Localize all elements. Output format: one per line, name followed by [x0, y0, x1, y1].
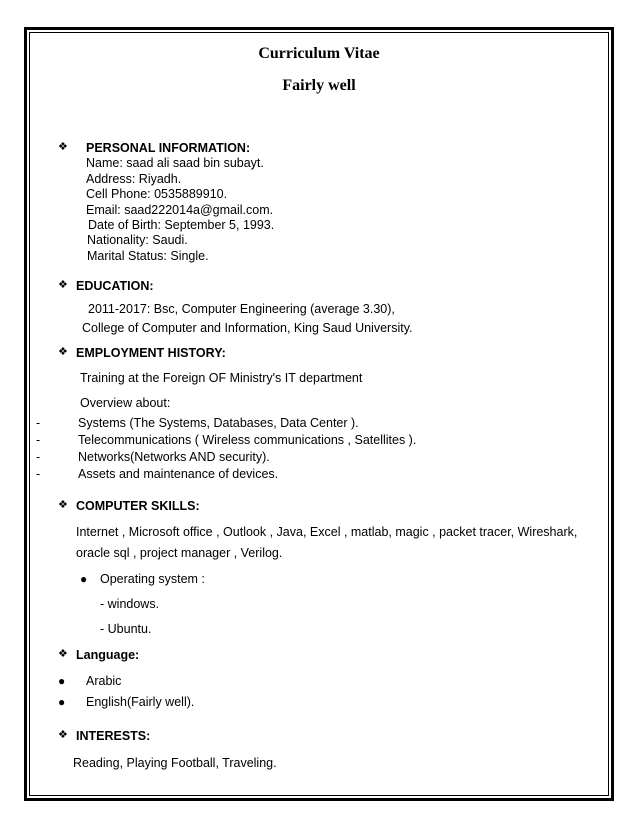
dash-marker: - [36, 450, 41, 464]
interests-heading: INTERESTS: [76, 729, 151, 743]
education-college: College of Computer and Information, King Saud University. [82, 321, 413, 335]
round-bullet-icon: ● [58, 695, 66, 709]
interests-text: Reading, Playing Football, Traveling. [73, 756, 277, 770]
language-item: English(Fairly well). [86, 695, 195, 709]
employment-item: Assets and maintenance of devices. [78, 467, 279, 481]
language-item: Arabic [86, 674, 122, 688]
diamond-bullet-icon: ❖ [58, 279, 68, 291]
personal-dob: Date of Birth: September 5, 1993. [88, 218, 275, 232]
round-bullet-icon: ● [80, 572, 88, 586]
employment-heading: EMPLOYMENT HISTORY: [76, 346, 226, 360]
cv-title: Curriculum Vitae [258, 45, 380, 62]
os-item: - Ubuntu. [100, 622, 152, 636]
diamond-bullet-icon: ❖ [58, 499, 68, 511]
skills-heading: COMPUTER SKILLS: [76, 499, 200, 513]
dash-marker: - [36, 467, 41, 481]
os-item: - windows. [100, 597, 160, 611]
diamond-bullet-icon: ❖ [58, 648, 68, 660]
employment-item: Networks(Networks AND security). [78, 450, 270, 464]
personal-nationality: Nationality: Saudi. [87, 233, 188, 247]
personal-name: Name: saad ali saad bin subayt. [86, 156, 264, 170]
employment-item: Systems (The Systems, Databases, Data Center ). [78, 416, 359, 430]
cv-subtitle: Fairly well [282, 77, 356, 94]
round-bullet-icon: ● [58, 674, 66, 688]
diamond-bullet-icon: ❖ [58, 346, 68, 358]
dash-marker: - [36, 433, 41, 447]
personal-address: Address: Riyadh. [86, 172, 182, 186]
language-heading: Language: [76, 648, 140, 662]
personal-heading: PERSONAL INFORMATION: [86, 141, 251, 155]
personal-phone: Cell Phone: 0535889910. [86, 187, 228, 201]
os-label: Operating system : [100, 572, 205, 586]
personal-marital: Marital Status: Single. [87, 249, 209, 263]
employment-training: Training at the Foreign OF Ministry's IT department [80, 371, 363, 385]
skills-line: oracle sql , project manager , Verilog. [76, 546, 283, 560]
diamond-bullet-icon: ❖ [58, 729, 68, 741]
employment-overview: Overview about: [80, 396, 171, 410]
employment-item: Telecommunications ( Wireless communications , Satellites ). [78, 433, 417, 447]
education-degree: 2011-2017: Bsc, Computer Engineering (average 3.30), [88, 302, 395, 316]
personal-email: Email: saad222014a@gmail.com. [86, 203, 274, 217]
education-heading: EDUCATION: [76, 279, 154, 293]
skills-line: Internet , Microsoft office , Outlook , Java, Excel , matlab, magic , packet tracer, Wireshark, [76, 525, 578, 539]
dash-marker: - [36, 416, 41, 430]
diamond-bullet-icon: ❖ [58, 141, 68, 153]
